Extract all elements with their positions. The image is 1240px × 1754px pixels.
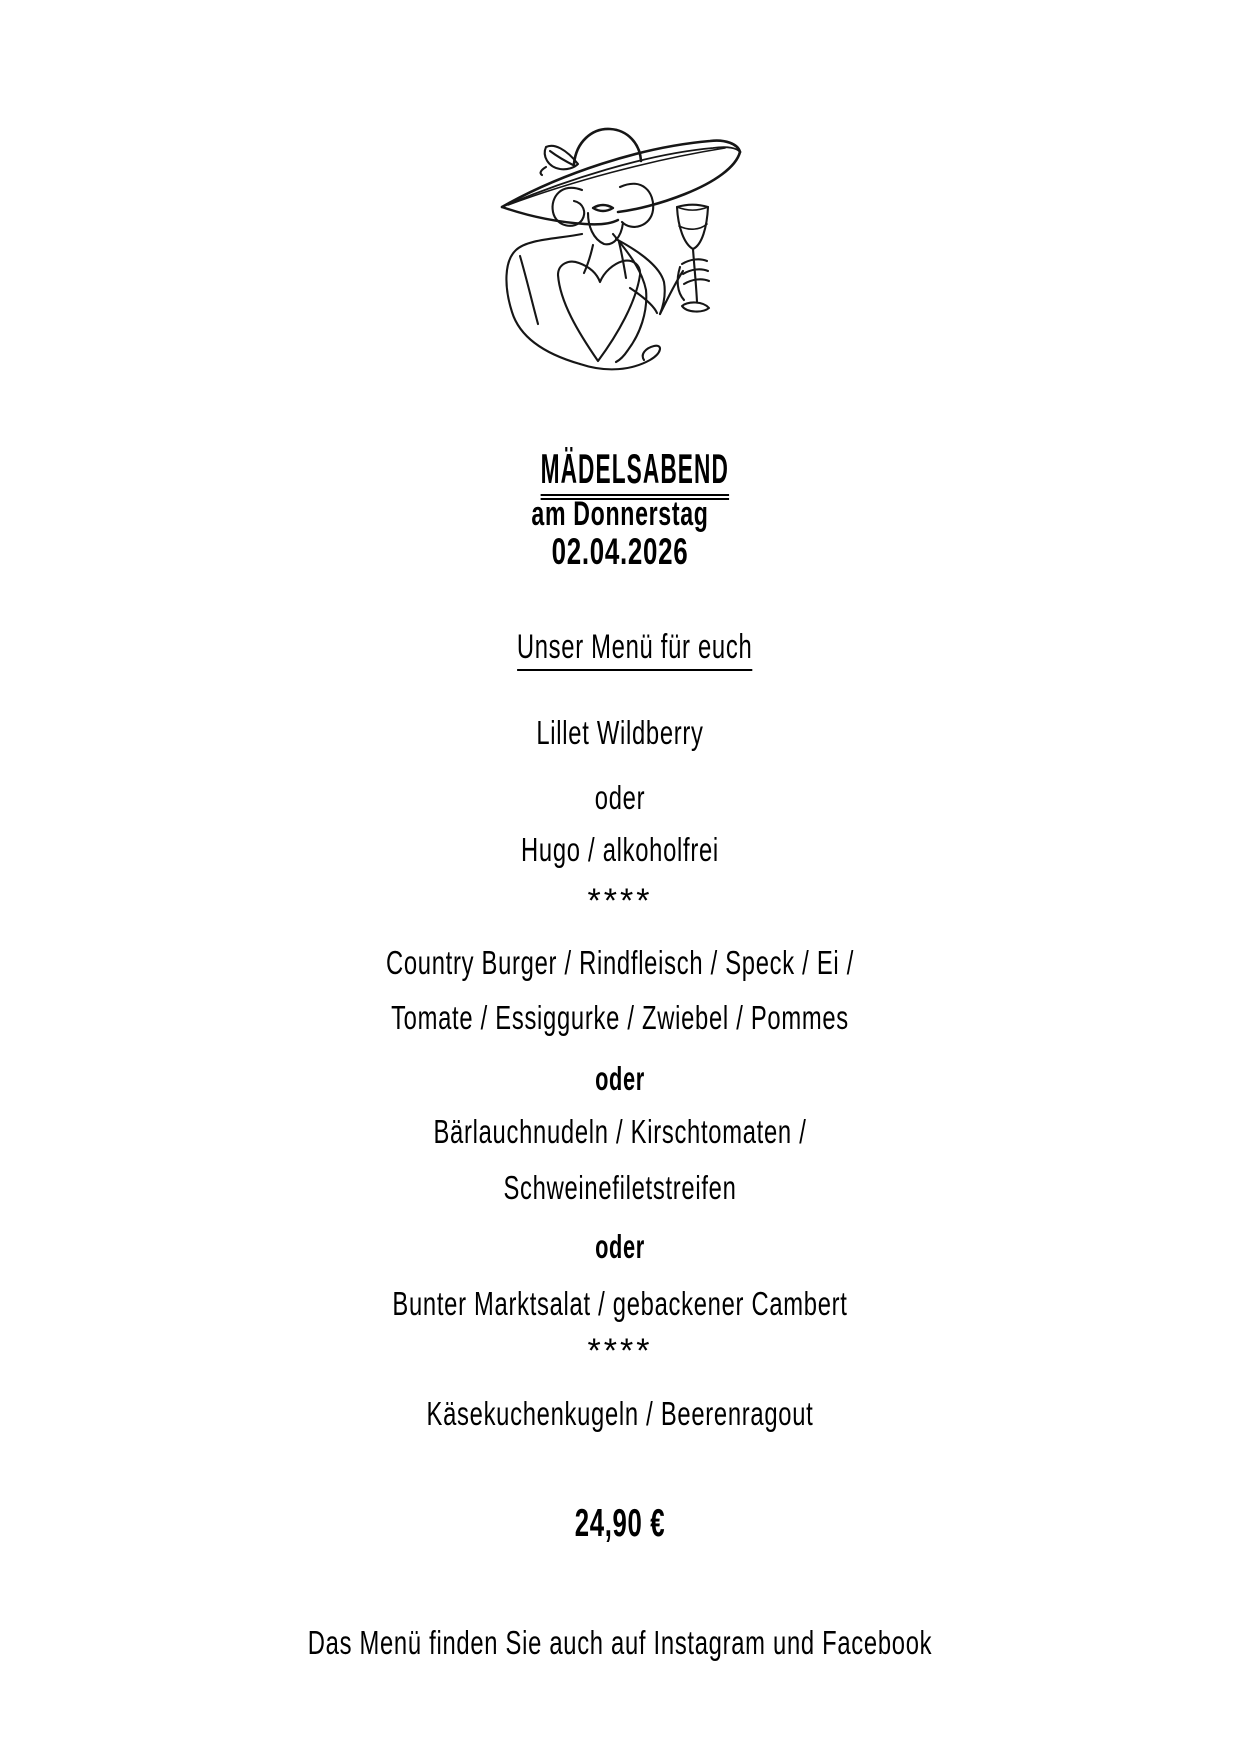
menu-line-drink-1: Lillet Wildberry: [536, 714, 704, 751]
menu-line-main-2a: Bärlauchnudeln / Kirschtomaten /: [433, 1113, 807, 1150]
woman-wine-logo: [470, 112, 770, 372]
event-day: am Donnerstag: [531, 495, 709, 533]
menu-heading: [186, 596, 1054, 705]
menu-separator-stars: ****: [587, 882, 653, 920]
event-date: 02.04.2026: [551, 531, 689, 572]
menu-line-oder: oder: [594, 779, 646, 816]
page-title-text: MÄDELSABEND: [541, 448, 729, 500]
menu-line-main-1b: Tomate / Essiggurke / Zwiebel / Pommes: [391, 999, 849, 1036]
menu-line-main-2b: Schweinefiletstreifen: [503, 1169, 737, 1206]
menu-line-main-3: Bunter Marktsalat / gebackener Cambert: [392, 1285, 848, 1322]
menu-line-oder-bold-2: oder: [595, 1228, 645, 1265]
woman-with-hat-and-wine-glass-icon: [470, 112, 770, 372]
menu-line-oder-bold: oder: [595, 1060, 645, 1097]
menu-heading-text: Unser Menü für euch: [517, 630, 753, 671]
social-media-note: Das Menü finden Sie auch auf Instagram und Facebook: [307, 1624, 933, 1661]
menu-price: 24,90 €: [574, 1502, 666, 1545]
menu-line-dessert: Käsekuchenkugeln / Beerenragout: [426, 1395, 814, 1432]
menu-separator-stars-2: ****: [587, 1332, 653, 1370]
menu-line-drink-2: Hugo / alkoholfrei: [521, 831, 719, 868]
menu-line-main-1a: Country Burger / Rindfleisch / Speck / Ei /: [385, 944, 855, 981]
